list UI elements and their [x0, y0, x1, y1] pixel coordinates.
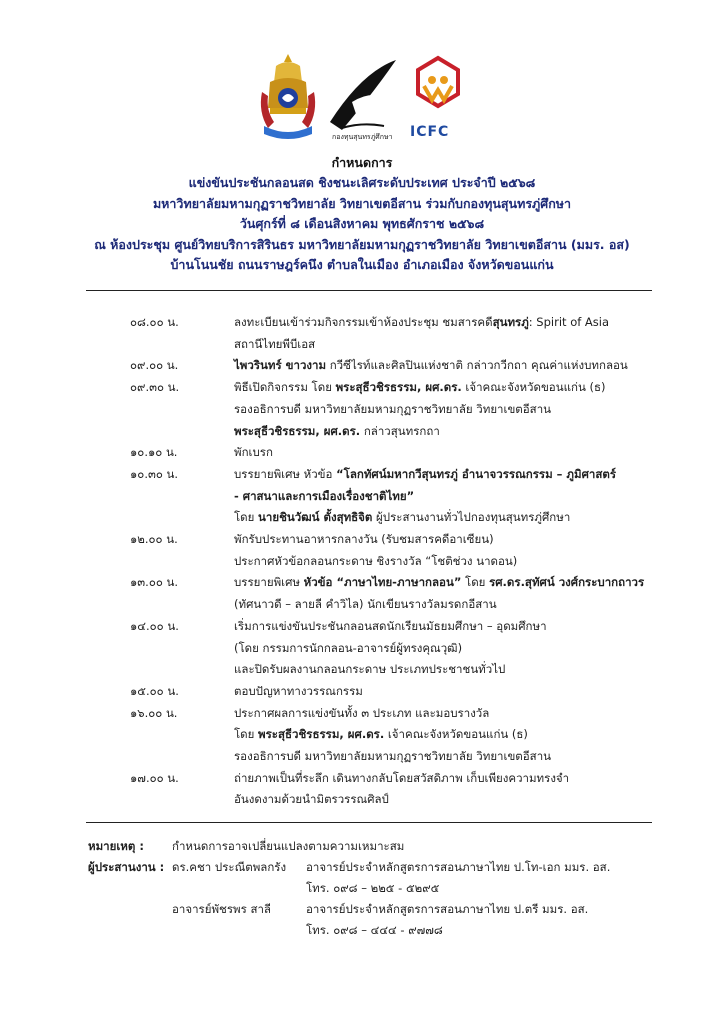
schedule-line — [234, 746, 674, 768]
schedule-emphasis-text: หัวข้อ “ภาษาไทย-ภาษากลอน” — [303, 575, 462, 590]
schedule-line — [234, 572, 674, 594]
schedule-item — [0, 768, 724, 811]
schedule-line — [234, 464, 674, 486]
schedule-time: ๑๐.๑๐ น. — [130, 445, 178, 460]
schedule-time: ๑๕.๐๐ น. — [130, 683, 179, 698]
coordinator-phone: โทร. ๐๙๘ – ๒๒๕ - ๕๒๙๕ — [306, 881, 440, 895]
schedule-time: ๐๙.๓๐ น. — [130, 380, 180, 395]
schedule-text: อันงดงามด้วยนำมิตรวรรณศิลป์ — [234, 792, 389, 807]
schedule-description — [234, 703, 674, 768]
schedule-line — [234, 659, 674, 681]
schedule-item — [0, 442, 724, 464]
icfc-wordmark: ICFC — [410, 124, 450, 140]
schedule-time: ๐๘.๐๐ น. — [130, 315, 179, 329]
schedule-description — [234, 529, 674, 572]
schedule-text: เจ้าคณะจังหวัดขอนแก่น (ธ) — [461, 380, 606, 395]
schedule-emphasis-text: พระสุธีวชิรธรรม, ผศ.ดร. — [234, 423, 361, 438]
schedule-line — [234, 442, 674, 464]
coordinator-role: อาจารย์ประจำหลักสูตรการสอนภาษาไทย ป.ตรี มมร. อส. — [306, 902, 589, 916]
schedule-list — [0, 312, 724, 811]
university-seal-logo — [256, 52, 320, 140]
schedule-text: บรรยายพิเศษ — [234, 575, 304, 590]
schedule-text: ประกาศผลการแข่งขันทั้ง ๓ ประเภท และมอบรางวัล — [234, 705, 490, 720]
schedule-emphasis-text: “โลกทัศน์มหากวีสุนทรภู่ อำนาจวรรณกรรม – ภูมิศาสตร์ — [336, 466, 616, 481]
schedule-line — [234, 334, 674, 356]
schedule-line — [234, 377, 674, 399]
schedule-line — [234, 421, 674, 443]
schedule-time: ๐๙.๐๐ น. — [130, 358, 179, 373]
schedule-time: ๑๐.๓๐ น. — [130, 466, 179, 481]
schedule-text: พักเบรก — [234, 445, 273, 460]
schedule-line — [234, 486, 674, 508]
remark-label: หมายเหตุ : — [88, 839, 144, 853]
schedule-line — [234, 529, 674, 551]
schedule-emphasis-text: รศ.ดร.สุทัศน์ วงศ์กระบากถาวร — [489, 575, 645, 590]
schedule-line — [234, 551, 674, 573]
event-venue: ณ ห้องประชุม ศูนย์วิทยบริการสิรินธร มหาวิทยาลัยมหามกุฏราชวิทยาลัย วิทยาเขตอีสาน (มมร. อส) — [94, 236, 630, 252]
event-title: แข่งขันประชันกลอนสด ชิงชนะเลิศระดับประเทศ ประจำปี ๒๕๖๘ — [188, 175, 536, 190]
schedule-emphasis-text: นายชินวัฒน์ ตั้งสุทธิจิต — [258, 510, 373, 525]
event-organizers: มหาวิทยาลัยมหามกุฏราชวิทยาลัย วิทยาเขตอีสาน ร่วมกับกองทุนสุนทรภู่ศึกษา — [152, 195, 572, 211]
schedule-text: ลงทะเบียนเข้าร่วมกิจกรรมเข้าห้องประชุม ชมสารคดี — [234, 315, 493, 329]
schedule-text: เริ่มการแข่งขันประชันกลอนสดนักเรียนมัธยมศึกษา – อุดมศึกษา — [234, 618, 547, 633]
schedule-text: (ทัศนาวดี – ลายลี คำวิไล) นักเขียนรางวัลมรดกอีสาน — [234, 597, 497, 612]
schedule-item — [0, 377, 724, 442]
document-header — [0, 153, 724, 276]
schedule-line — [234, 616, 674, 638]
schedule-time: ๑๖.๐๐ น. — [130, 705, 178, 720]
schedule-line — [234, 312, 674, 334]
schedule-text: รองอธิการบดี มหาวิทยาลัยมหามกุฏราชวิทยาลัย วิทยาเขตอีสาน — [234, 749, 552, 764]
schedule-line — [234, 724, 674, 746]
coordinator-name: ดร.คชา ประณีตพลกรัง — [172, 860, 287, 874]
schedule-item — [0, 616, 724, 681]
schedule-line — [234, 507, 674, 529]
schedule-text: รองอธิการบดี มหาวิทยาลัยมหามกุฏราชวิทยาลัย วิทยาเขตอีสาน — [234, 401, 552, 416]
schedule-time: ๑๗.๐๐ น. — [130, 770, 179, 785]
schedule-text: กวีซีไรท์และศิลปินแห่งชาติ กล่าวกวีกถา คุณค่าแห่งบทกลอน — [326, 358, 628, 373]
header-divider — [86, 290, 652, 291]
schedule-line — [234, 594, 674, 616]
schedule-description — [234, 355, 674, 377]
schedule-item — [0, 529, 724, 572]
schedule-time: ๑๒.๐๐ น. — [130, 532, 178, 547]
coordinator-label: ผู้ประสานงาน : — [88, 860, 165, 874]
schedule-time: ๑๓.๐๐ น. — [130, 575, 179, 590]
schedule-item — [0, 572, 724, 615]
coordinator-phone: โทร. ๐๙๘ – ๔๔๔ - ๙๗๗๘ — [306, 923, 443, 937]
schedule-text: สถานีไทยพีบีเอส — [234, 336, 316, 351]
schedule-item — [0, 681, 724, 703]
schedule-text: ถ่ายภาพเป็นที่ระลึก เดินทางกลับโดยสวัสดิภาพ เก็บเพียงความทรงจำ — [234, 770, 570, 785]
schedule-emphasis-text: ไพวรินทร์ ขาวงาม — [234, 358, 327, 373]
schedule-emphasis-text: - ศาสนาและการเมืองเรื่องชาติไทย” — [234, 488, 415, 503]
document-title: กำหนดการ — [331, 155, 393, 170]
schedule-line — [234, 789, 674, 811]
schedule-description — [234, 572, 674, 615]
schedule-description — [234, 616, 674, 681]
schedule-item — [0, 312, 724, 355]
coordinator-role: อาจารย์ประจำหลักสูตรการสอนภาษาไทย ป.โท-เอก มมร. อส. — [306, 860, 611, 874]
schedule-item — [0, 355, 724, 377]
schedule-description — [234, 442, 674, 464]
schedule-emphasis-text: พระสุธีวชิรธรรม, ผศ.ดร. — [335, 380, 462, 395]
schedule-text: และปิดรับผลงานกลอนกระดาษ ประเภทประชาชนทั่วไป — [234, 662, 506, 677]
schedule-text: ผู้ประสานงานทั่วไปกองทุนสุนทรภู่ศึกษา — [372, 510, 571, 525]
schedule-text: เจ้าคณะจังหวัดขอนแก่น (ธ) — [384, 727, 528, 742]
schedule-text: โดย — [234, 510, 259, 525]
notes-section — [0, 836, 724, 941]
schedule-line — [234, 355, 674, 377]
schedule-text: : Spirit of Asia — [528, 315, 610, 329]
schedule-text: บรรยายพิเศษ หัวข้อ — [234, 466, 337, 481]
schedule-description — [234, 312, 674, 355]
schedule-line — [234, 638, 674, 660]
notes-divider — [86, 822, 652, 823]
schedule-description — [234, 681, 674, 703]
logo-bar — [0, 52, 724, 144]
schedule-item — [0, 464, 724, 529]
schedule-text: โดย — [234, 727, 259, 742]
schedule-line — [234, 703, 674, 725]
schedule-text: ประกาศหัวข้อกลอนกระดาษ ชิงรางวัล “โชติช่วง นาดอน) — [234, 553, 518, 568]
schedule-emphasis-text: พระสุธีวชิรธรรม, ผศ.ดร. — [258, 727, 385, 742]
schedule-text: โดย — [461, 575, 490, 590]
event-date: วันศุกร์ที่ ๘ เดือนสิงหาคม พุทธศักราช ๒๕๖๘ — [239, 216, 485, 231]
schedule-time: ๑๔.๐๐ น. — [130, 618, 179, 633]
schedule-text: ตอบปัญหาทางวรรณกรรม — [234, 683, 363, 698]
schedule-description — [234, 768, 674, 811]
schedule-text: กล่าวสุนทรกถา — [360, 423, 440, 438]
schedule-description — [234, 464, 674, 529]
schedule-line — [234, 768, 674, 790]
schedule-line — [234, 681, 674, 703]
schedule-text: พิธีเปิดกิจกรรม โดย — [234, 380, 336, 395]
schedule-item — [0, 703, 724, 768]
sunthornphu-fund-logo — [322, 52, 404, 144]
schedule-emphasis-text: สุนทรภู่ — [492, 315, 529, 329]
coordinator-name: อาจารย์พัชรพร สาลี — [172, 902, 271, 916]
remark-text: กำหนดการอาจเปลี่ยนแปลงตามความเหมาะสม — [172, 839, 405, 853]
schedule-text: พักรับประทานอาหารกลางวัน (รับชมสารคดีอาเซียน) — [234, 532, 494, 547]
schedule-text: (โดย กรรมการนักกลอน-อาจารย์ผู้ทรงคุณวุฒิ) — [234, 640, 463, 655]
schedule-line — [234, 399, 674, 421]
schedule-description — [234, 377, 674, 442]
sunthornphu-fund-caption: กองทุนสุนทรภู่ศึกษา — [332, 133, 393, 141]
event-address: บ้านโนนชัย ถนนราษฎร์คนึง ตำบลในเมือง อำเภอเมือง จังหวัดขอนแก่น — [170, 257, 554, 272]
